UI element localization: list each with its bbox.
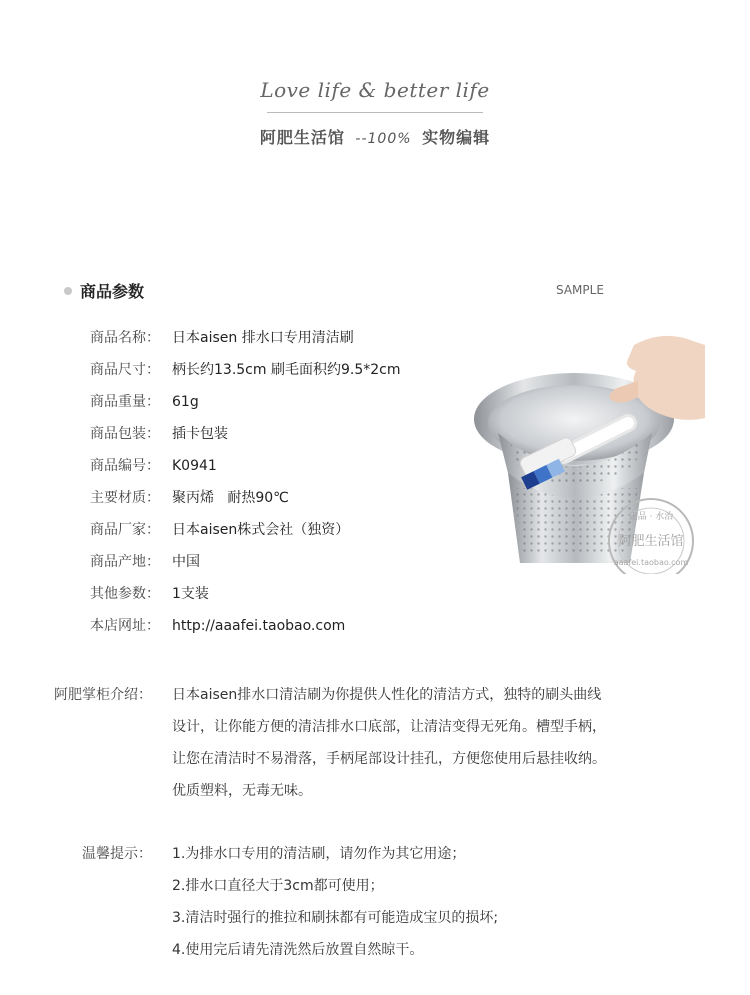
param-value: 61g (172, 394, 199, 410)
param-row-origin (90, 553, 400, 585)
params-list (90, 329, 400, 649)
tip-item: 4.使用完后请先清洗然后放置自然晾干。 (172, 942, 424, 958)
param-row-other (90, 585, 400, 617)
param-label: 商品产地： (90, 554, 160, 570)
param-row-code (90, 457, 400, 489)
page-header (0, 78, 750, 148)
shop-url-link[interactable]: http://aaafei.taobao.com (172, 618, 346, 634)
header-divider (267, 112, 483, 113)
param-label: 其他参数： (90, 586, 160, 602)
tips-section (82, 838, 498, 966)
intro-line: 优质塑料，无毒无味。 (172, 783, 312, 799)
tip-item: 1.为排水口专用的清洁刷，请勿作为其它用途； (172, 846, 466, 862)
stamp-url-text: aaafei.taobao.com (613, 558, 689, 567)
param-value: 日本aisen株式会社（独资） (172, 522, 350, 538)
intro-line: 让您在清洁时不易滑落，手柄尾部设计挂孔，方便您使用后悬挂收纳。 (172, 751, 606, 767)
param-row-name (90, 329, 400, 361)
param-row-maker (90, 521, 400, 553)
intro-text (172, 679, 692, 807)
param-row-package (90, 425, 400, 457)
param-label: 商品名称： (90, 330, 160, 346)
param-value: 1支装 (172, 586, 209, 602)
param-row-material (90, 489, 400, 521)
slogan: Love life & better life (260, 78, 490, 102)
sample-label: SAMPLE (556, 283, 604, 297)
tagline-text: 实物编辑 (422, 128, 491, 147)
param-label: 商品尺寸： (90, 362, 160, 378)
param-value: 中国 (172, 554, 200, 570)
intro-section (54, 679, 704, 807)
brand-name: 阿肥生活馆 (259, 128, 345, 147)
brand-tagline (0, 125, 750, 148)
param-value: 日本aisen 排水口专用清洁刷 (172, 330, 354, 346)
param-value: 插卡包装 (172, 426, 228, 442)
stamp-top-text: 正品 · 水治 (628, 512, 674, 522)
param-row-size (90, 361, 400, 393)
intro-line: 设计，让你能方便的清洁排水口底部，让清洁变得无死角。槽型手柄， (172, 719, 606, 735)
param-label: 商品厂家： (90, 522, 160, 538)
param-label: 商品重量： (90, 394, 160, 410)
tips-list (172, 838, 498, 966)
tip-item: 3.清洁时强行的推拉和刷抹都有可能造成宝贝的损坏; (172, 910, 499, 926)
product-photo-drawing (458, 323, 705, 574)
tip-item: 2.排水口直径大于3cm都可使用； (172, 878, 384, 894)
intro-label: 阿肥掌柜介绍： (54, 687, 152, 703)
param-label: 商品包装： (90, 426, 160, 442)
param-row-url (90, 617, 400, 649)
param-label: 本店网址： (90, 618, 160, 634)
param-label: 主要材质： (90, 490, 160, 506)
bullet-icon (64, 287, 72, 295)
param-value: 柄长约13.5cm 刷毛面积约9.5*2cm (172, 362, 401, 378)
intro-line: 日本aisen排水口清洁刷为你提供人性化的清洁方式，独特的刷头曲线 (172, 687, 602, 703)
tips-label: 温馨提示： (82, 846, 152, 862)
param-row-weight (90, 393, 400, 425)
section-title: 商品参数 (80, 282, 145, 301)
section-header (64, 279, 144, 302)
tagline-dash: --100% (355, 131, 412, 147)
param-label: 商品编号： (90, 458, 160, 474)
param-value: K0941 (172, 458, 217, 474)
param-value: 聚丙烯 耐热90℃ (172, 490, 289, 506)
product-photo (458, 323, 705, 574)
stamp-brand-text: 阿肥生活馆 (618, 534, 684, 549)
